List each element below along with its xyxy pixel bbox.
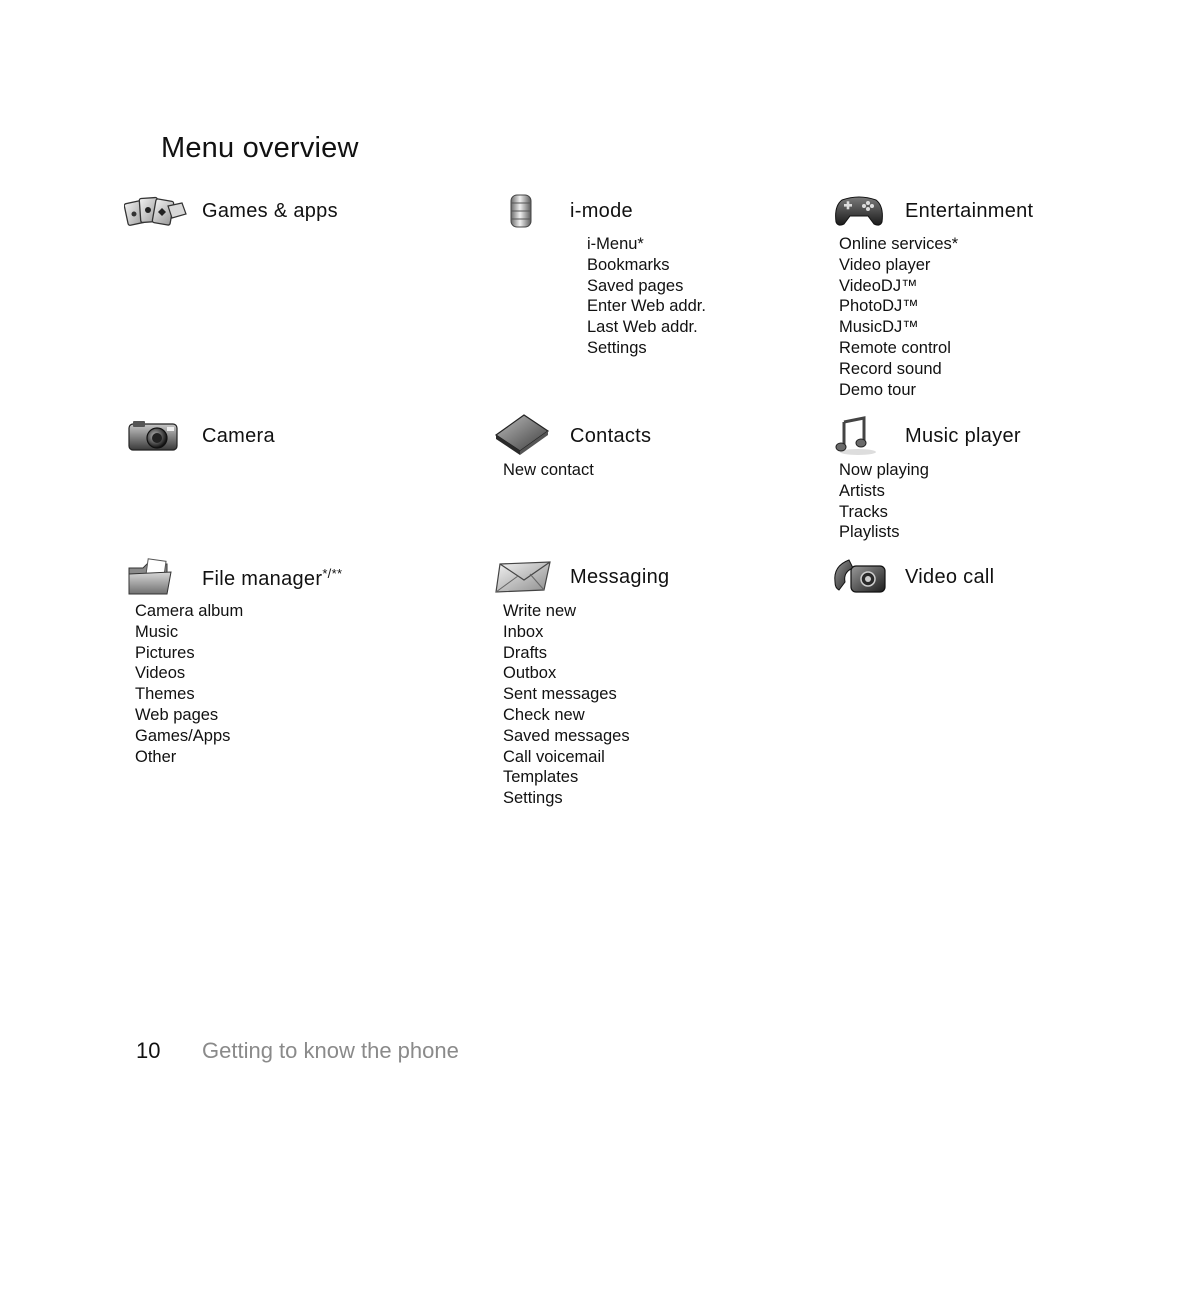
i-mode-stack-icon [507,192,535,230]
list-item[interactable]: Inbox [503,622,544,641]
section-title: Messaging [570,566,670,588]
list-item[interactable]: Bookmarks [587,255,670,274]
section-title: Camera [202,425,275,447]
section-title [202,566,342,591]
list-item[interactable]: Enter Web addr. [587,297,706,316]
list-item[interactable]: Write new [503,602,577,620]
section-title: Games & apps [202,200,338,222]
list-item[interactable]: Artists [839,481,885,500]
list-item[interactable]: Drafts [503,643,548,662]
list-item[interactable]: Sent messages [503,685,617,704]
entertainment-item-list [839,234,958,400]
list-item[interactable]: VideoDJ™ [839,276,918,295]
section-title: Music player [905,425,1021,447]
list-item[interactable]: Camera album [135,602,244,620]
page-title: Menu overview [161,132,359,164]
files-item-list [135,601,243,767]
section-title: Contacts [570,425,652,447]
imode-item-list [587,234,706,359]
list-item[interactable]: New contact [503,461,594,479]
list-item[interactable]: Video player [839,255,931,274]
list-item[interactable]: MusicDJ™ [839,318,919,337]
list-item[interactable]: Music [135,622,179,641]
list-item[interactable]: Outbox [503,664,557,683]
list-item[interactable]: Now playing [839,461,929,479]
list-item[interactable]: Demo tour [839,380,917,399]
list-item[interactable]: Last Web addr. [587,318,698,337]
list-item[interactable]: Call voicemail [503,747,605,766]
camera-icon [127,418,181,454]
gamepad-icon [834,192,884,228]
messaging-item-list [503,601,630,809]
list-item[interactable]: i-Menu* [587,235,644,253]
list-item[interactable]: Saved pages [587,276,684,295]
list-item[interactable]: Games/Apps [135,726,231,745]
games-cards-icon [124,192,188,230]
page-number: 10 [136,1038,161,1063]
list-item[interactable]: Record sound [839,359,942,378]
list-item[interactable]: Other [135,747,177,766]
list-item[interactable]: Settings [587,338,647,357]
list-item[interactable]: Remote control [839,338,951,357]
video-call-phone-icon [829,556,891,598]
list-item[interactable]: Online services* [839,235,959,253]
music-item-list [839,460,929,543]
chapter-title: Getting to know the phone [202,1038,459,1063]
list-item[interactable]: Check new [503,705,585,724]
music-note-icon [834,416,880,456]
section-title: i-mode [570,200,633,222]
list-item[interactable]: Pictures [135,643,195,662]
list-item[interactable]: Themes [135,685,195,704]
list-item[interactable]: PhotoDJ™ [839,297,919,316]
list-item[interactable]: Playlists [839,523,900,542]
section-title: Entertainment [905,200,1034,222]
envelope-icon [494,560,552,594]
list-item[interactable]: Templates [503,768,579,787]
contacts-item-list [503,460,594,481]
list-item[interactable]: Settings [503,789,563,808]
list-item[interactable]: Videos [135,664,186,683]
section-title: Video call [905,566,995,588]
list-item[interactable]: Web pages [135,705,219,724]
list-item[interactable]: Tracks [839,502,888,521]
contacts-book-icon [494,413,550,455]
section-title-footnote: */** [322,566,343,581]
section-title-text: File manager [202,568,323,590]
folder-icon [127,558,177,598]
list-item[interactable]: Saved messages [503,726,630,745]
